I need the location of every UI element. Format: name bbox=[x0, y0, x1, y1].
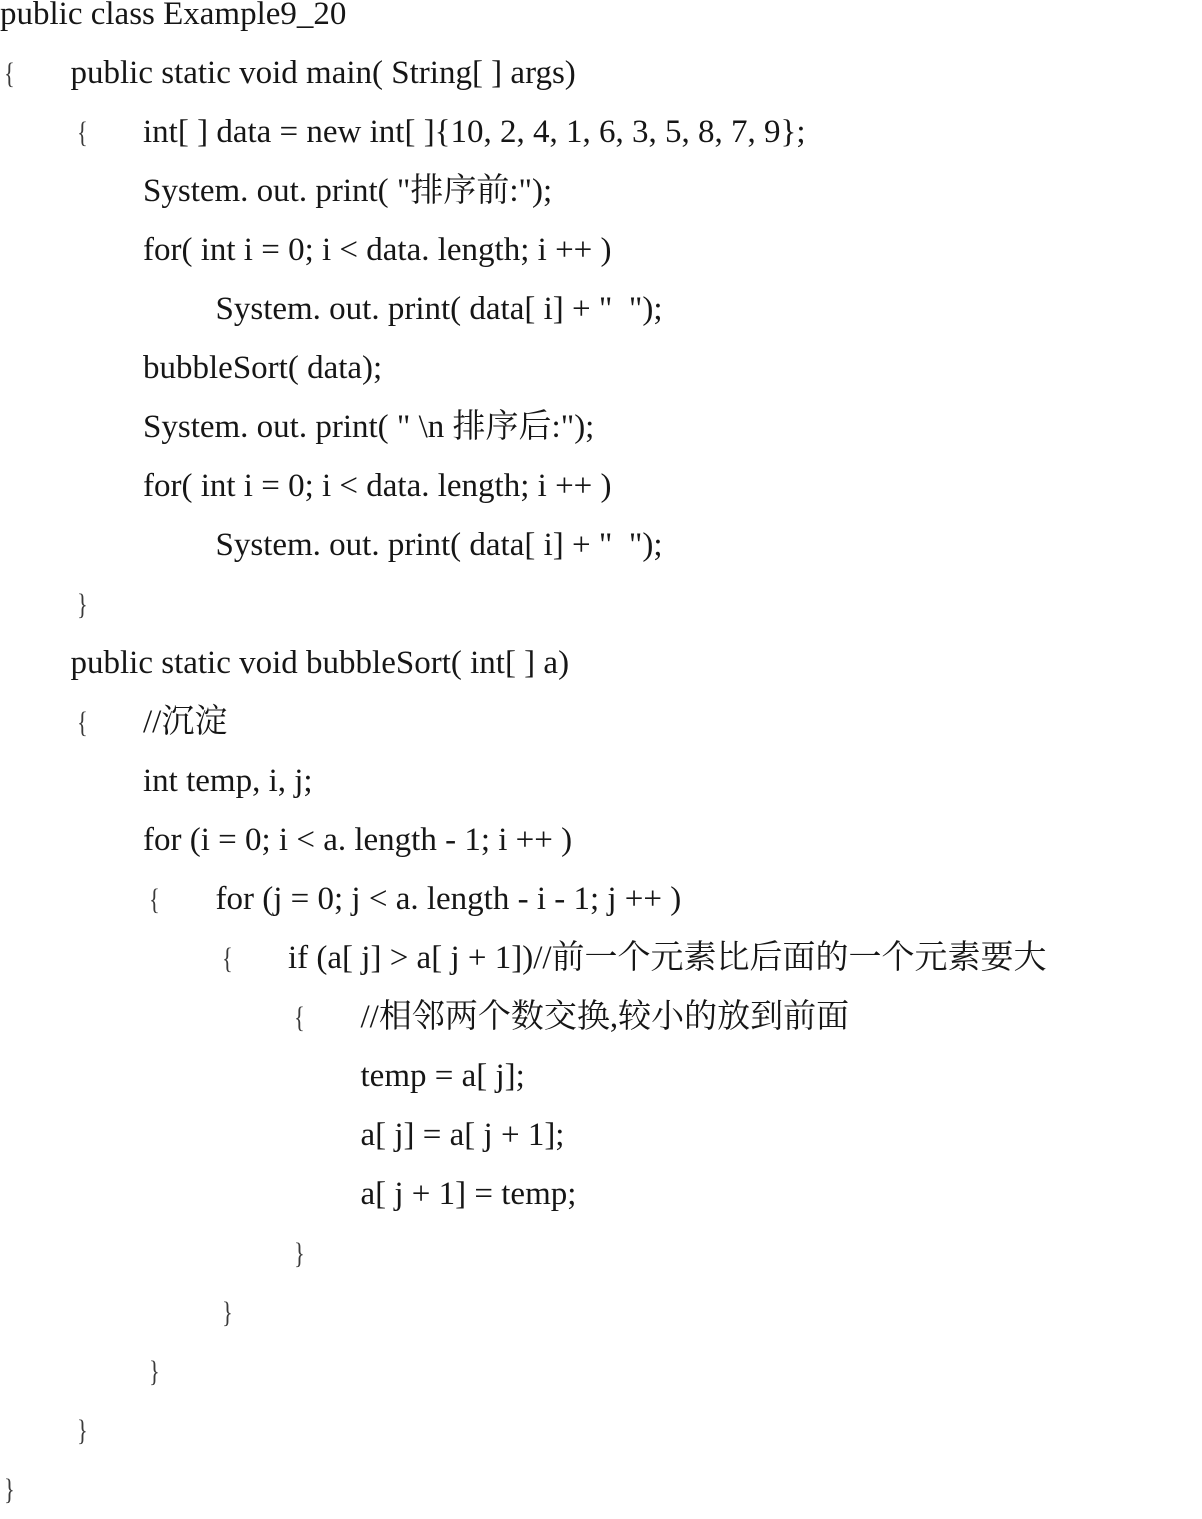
code-text: a[ j + 1] = temp; bbox=[360, 1176, 577, 1212]
open-brace: { bbox=[76, 706, 88, 739]
code-text: System. out. print( " \n 排序后:"); bbox=[143, 409, 595, 445]
code-line bbox=[0, 1401, 1202, 1460]
open-brace: { bbox=[4, 57, 15, 90]
code-text: for (i = 0; i < a. length - 1; i ++ ) bbox=[143, 822, 573, 858]
code-text: a[ j] = a[ j + 1]; bbox=[360, 1117, 565, 1153]
code-text: int temp, i, j; bbox=[143, 763, 313, 799]
code-line bbox=[0, 1342, 1202, 1401]
code-line bbox=[0, 0, 1202, 44]
code-line bbox=[0, 398, 1202, 457]
code-text: temp = a[ j]; bbox=[360, 1058, 525, 1094]
code-line bbox=[0, 221, 1202, 280]
code-line bbox=[0, 1106, 1202, 1165]
code-line bbox=[0, 693, 1202, 752]
code-text: System. out. print( "排序前:"); bbox=[143, 173, 553, 209]
code-text: System. out. print( data[ i] + " "); bbox=[215, 527, 663, 563]
code-line bbox=[0, 988, 1202, 1047]
code-text: if (a[ j] > a[ j + 1])//前一个元素比后面的一个元素要大 bbox=[288, 940, 1047, 976]
code-line bbox=[0, 162, 1202, 221]
code-text: bubbleSort( data); bbox=[143, 350, 383, 386]
code-line bbox=[0, 929, 1202, 988]
code-text: for( int i = 0; i < data. length; i ++ ) bbox=[143, 232, 612, 268]
code-line bbox=[0, 752, 1202, 811]
close-brace: } bbox=[76, 588, 88, 621]
code-line bbox=[0, 103, 1202, 162]
code-line bbox=[0, 1460, 1202, 1519]
close-brace: } bbox=[76, 1414, 88, 1447]
code-line bbox=[0, 811, 1202, 870]
code-line bbox=[0, 457, 1202, 516]
code-text: int[ ] data = new int[ ]{10, 2, 4, 1, 6, 3, 5, 8, 7, 9}; bbox=[143, 114, 806, 150]
open-brace: { bbox=[221, 942, 233, 975]
open-brace: { bbox=[294, 1001, 305, 1034]
code-text: //沉淀 bbox=[143, 704, 228, 740]
open-brace: { bbox=[76, 116, 88, 149]
close-brace: } bbox=[221, 1296, 233, 1329]
code-line bbox=[0, 280, 1202, 339]
code-text: for( int i = 0; i < data. length; i ++ ) bbox=[143, 468, 612, 504]
open-brace: { bbox=[149, 883, 160, 916]
close-brace: } bbox=[4, 1473, 15, 1506]
code-text: //相邻两个数交换,较小的放到前面 bbox=[360, 999, 850, 1035]
code-text: System. out. print( data[ i] + " "); bbox=[215, 291, 663, 327]
code-line bbox=[0, 516, 1202, 575]
code-line bbox=[0, 575, 1202, 634]
code-line bbox=[0, 44, 1202, 103]
close-brace: } bbox=[149, 1355, 160, 1388]
code-line bbox=[0, 634, 1202, 693]
code-line bbox=[0, 339, 1202, 398]
code-text: public static void bubbleSort( int[ ] a) bbox=[70, 645, 570, 681]
code-line bbox=[0, 1283, 1202, 1342]
code-line bbox=[0, 1224, 1202, 1283]
code-line bbox=[0, 1165, 1202, 1224]
code-text: for (j = 0; j < a. length - i - 1; j ++ ) bbox=[215, 881, 682, 917]
close-brace: } bbox=[294, 1237, 305, 1270]
code-line bbox=[0, 870, 1202, 929]
code-line bbox=[0, 1047, 1202, 1106]
code-text: public class Example9_20 bbox=[0, 0, 347, 32]
code-text: public static void main( String[ ] args) bbox=[70, 55, 576, 91]
